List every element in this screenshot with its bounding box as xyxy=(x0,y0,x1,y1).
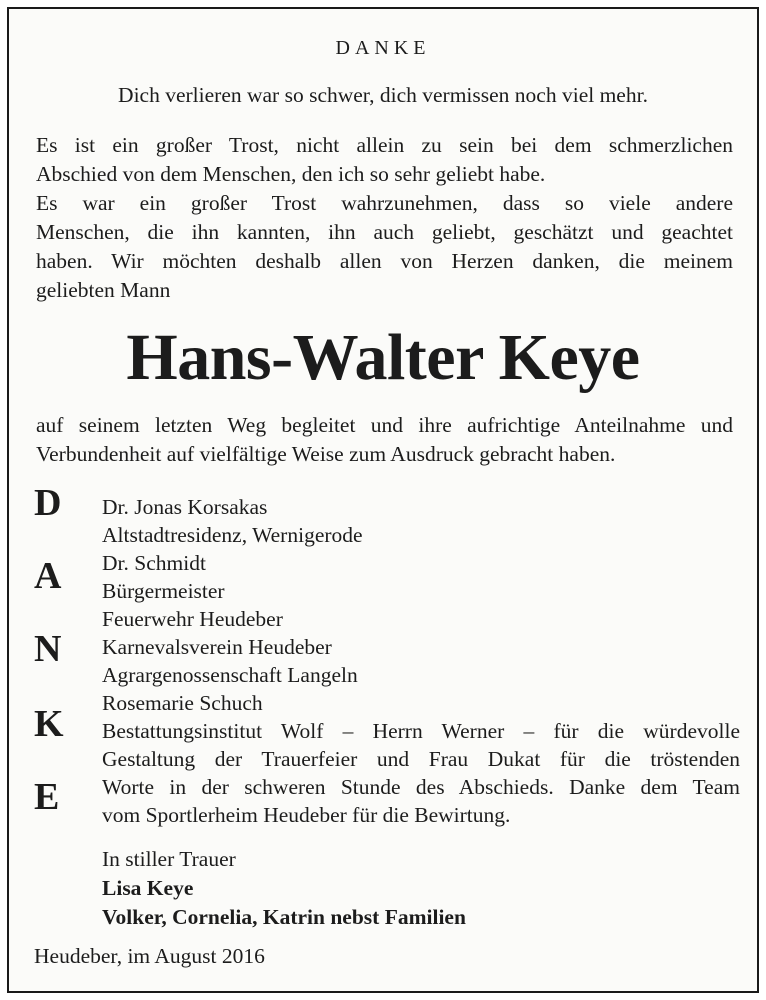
intro-line: Menschen, die ihn kannten, ihn auch geliebt, geschätzt und geachtet xyxy=(36,220,733,244)
danke-letter: E xyxy=(34,776,60,818)
after-line: auf seinem letzten Weg begleitet und ihre aufrichtige Anteilnahme und xyxy=(36,413,733,437)
place-date: Heudeber, im August 2016 xyxy=(34,944,265,968)
list-item: Bürgermeister xyxy=(102,579,225,603)
intro-line: Es ist ein großer Trost, nicht allein zu sein bei dem schmerzlichen xyxy=(36,133,733,157)
danke-letter: N xyxy=(34,628,62,670)
intro-paragraph xyxy=(36,131,733,305)
signoff-intro: In stiller Trauer xyxy=(102,847,236,871)
list-item: Dr. Jonas Korsakas xyxy=(102,495,268,519)
thanks-list xyxy=(102,493,740,829)
intro-line: Abschied von dem Menschen, den ich so sehr geliebt habe. xyxy=(36,162,546,186)
deceased-name: Hans-Walter Keye xyxy=(126,321,640,394)
intro-line: geliebten Mann xyxy=(36,278,171,302)
signoff-family: Volker, Cornelia, Katrin nebst Familien xyxy=(102,905,466,929)
list-item: Rosemarie Schuch xyxy=(102,691,263,715)
list-item: Karnevalsverein Heudeber xyxy=(102,635,332,659)
list-item: Dr. Schmidt xyxy=(102,551,206,575)
list-item: Feuerwehr Heudeber xyxy=(102,607,283,631)
danke-letter: K xyxy=(34,703,64,745)
intro-line: haben. Wir möchten deshalb allen von Herzen danken, die meinem xyxy=(36,249,733,273)
after-paragraph xyxy=(36,411,733,469)
motto-line: Dich verlieren war so schwer, dich vermissen noch viel mehr. xyxy=(118,83,648,107)
danke-letter: A xyxy=(34,555,62,597)
list-item: Agrargenossenschaft Langeln xyxy=(102,663,358,687)
list-item: Bestattungsinstitut Wolf – Herrn Werner – für die würdevolle Gestaltung der Trauerfeier und Frau Dukat für die tröstenden Worte in der schweren Stunde des Abschieds. Danke dem Team vom Sportlerheim Heudeber für die Bewirtung. xyxy=(102,719,740,827)
notice-heading: DANKE xyxy=(335,37,431,59)
after-line: Verbundenheit auf vielfältige Weise zum Ausdruck gebracht haben. xyxy=(36,442,616,466)
obituary-notice xyxy=(7,7,759,993)
signoff-block xyxy=(102,845,466,932)
signoff-widow: Lisa Keye xyxy=(102,876,194,900)
list-item: Altstadtresidenz, Wernigerode xyxy=(102,523,363,547)
danke-letter: D xyxy=(34,482,62,524)
intro-line: Es war ein großer Trost wahrzunehmen, dass so viele andere xyxy=(36,191,733,215)
